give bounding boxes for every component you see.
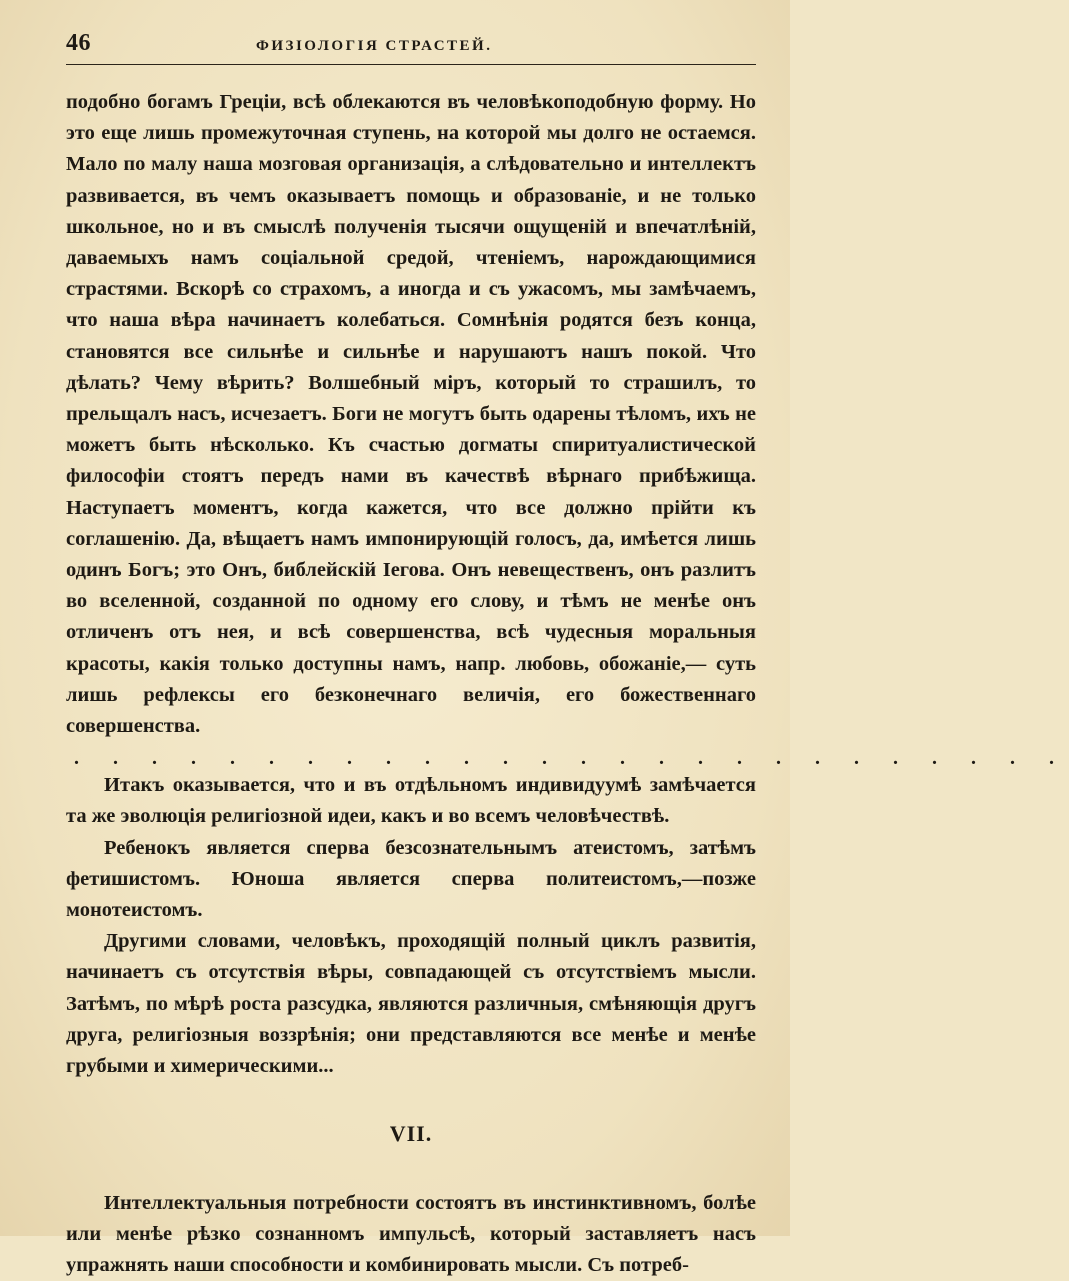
paragraph-continued: подобно богамъ Греціи, всѣ облекаются въ человѣкоподобную форму. Но это еще лишь промежуточная ступень, на которой мы долго не остаемся. Мало по малу наша мозговая организація, а слѣдовательно и интеллектъ развивается, въ чемъ оказываетъ помощь и образованіе, и не только школьное, но и въ смыслѣ полученія тысячи ощущеній и впечатлѣній, даваемыхъ намъ соціальной средой, чтеніемъ, нарождающимися страстями. Вскорѣ со страхомъ, а иногда и съ ужасомъ, мы замѣчаемъ, что наша вѣра начинаетъ колебаться. Сомнѣнія родятся безъ конца, становятся все сильнѣе и сильнѣе и нарушаютъ нашъ покой. Что дѣлать? Чему вѣрить? Волшебный міръ, который то страшилъ, то прельщалъ насъ, исчезаетъ. Боги не могутъ быть одарены тѣломъ, ихъ не можетъ быть нѣсколько. Къ счастью догматы спиритуалистической философіи стоятъ передъ нами въ качествѣ вѣрнаго прибѣжища. Наступаетъ моментъ, когда кажется, что все должно прійти къ соглашенію. Да, вѣщаетъ намъ импонирующій голосъ, да, имѣется лишь одинъ Богъ; это Онъ, библейскій Іегова. Онъ невещественъ, онъ разлитъ во вселенной, созданной по одному его слову, и тѣмъ не менѣе онъ отличенъ отъ нея, и всѣ совершенства, всѣ чудесныя моральныя красоты, какія только доступны намъ, напр. любовь, обожаніе,— суть лишь рефлексы его безконечнаго величія, его божественнаго совершенства. bbox=[66, 87, 756, 742]
page-header bbox=[66, 30, 756, 65]
paragraph-evolution: Итакъ оказывается, что и въ отдѣльномъ индивидуумѣ замѣчается та же эволюція религіозной идеи, какъ и во всемъ человѣчествѣ. bbox=[66, 770, 756, 832]
paragraph-intellectual-needs: Интеллектуальныя потребности состоятъ въ инстинктивномъ, болѣе или менѣе рѣзко сознанномъ импульсѣ, который заставляетъ насъ упражнять наши способности и комбинировать мысли. Съ потреб- bbox=[66, 1188, 756, 1281]
paragraph-other-words: Другими словами, человѣкъ, проходящій полный циклъ развитія, начинаетъ съ отсутствія вѣры, совпадающей съ отсутствіемъ мысли. Затѣмъ, по мѣрѣ роста разсудка, являются различныя, смѣняющія другъ друга, религіозныя воззрѣнія; они представляются все менѣе и менѣе грубыми и химерическими... bbox=[66, 926, 756, 1082]
ellipsis-divider: . . . . . . . . . . . . . . . . . . . . . . . . . . bbox=[74, 746, 754, 770]
section-heading: VII. bbox=[66, 1118, 756, 1149]
running-head: ФИЗІОЛОГІЯ СТРАСТЕЙ. bbox=[256, 38, 492, 55]
page-body bbox=[66, 87, 756, 1281]
page-number: 46 bbox=[66, 30, 256, 57]
paragraph-child: Ребенокъ является сперва безсознательнымъ атеистомъ, затѣмъ фетишистомъ. Юноша является сперва политеистомъ,—позже монотеистомъ. bbox=[66, 833, 756, 927]
